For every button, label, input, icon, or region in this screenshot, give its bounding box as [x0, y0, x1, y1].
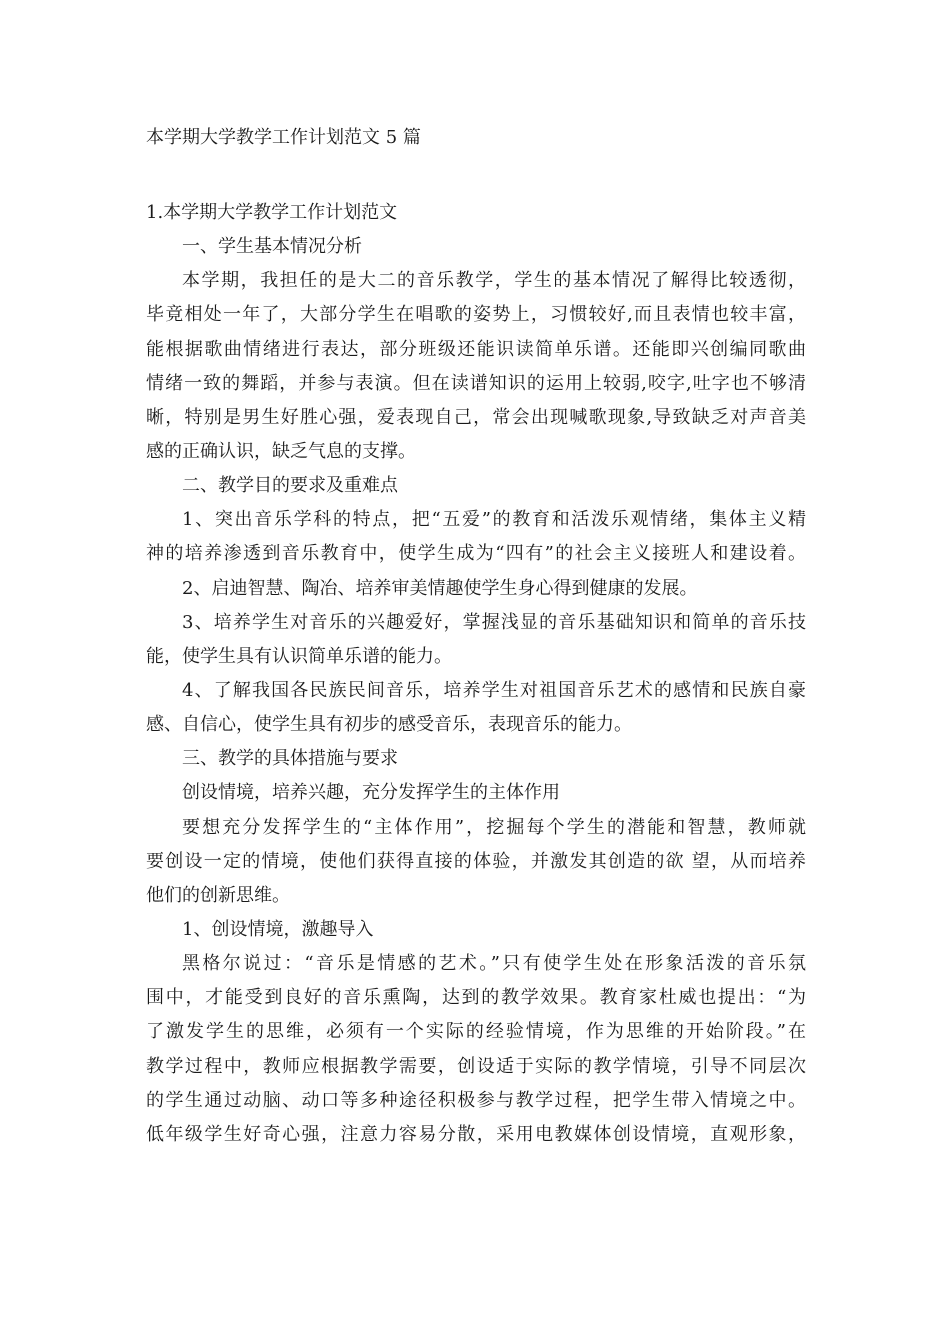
text-line: 黑格尔说过：“音乐是情感的艺术。”只有使学生处在形象活泼的音乐氛: [182, 953, 806, 975]
text-line: 1.本学期大学教学工作计划范文: [146, 202, 398, 223]
text-line: 教学过程中，教师应根据教学需要，创设适于实际的教学情境，引导不同层次: [146, 1055, 806, 1077]
text-line: 情绪一致的舞蹈，并参与表演。但在读谱知识的运用上较弱,咬字,吐字也不够清: [146, 372, 806, 394]
text-line: 要创设一定的情境，使他们获得直接的体验，并激发其创造的欲 望，从而培养: [146, 850, 806, 872]
document-title: 本学期大学教学工作计划范文 5 篇: [146, 127, 421, 148]
text-line: 三、教学的具体措施与要求: [182, 748, 398, 770]
text-line: 创设情境，培养兴趣，充分发挥学生的主体作用: [182, 782, 560, 804]
text-line: 感的正确认识，缺乏气息的支撑。: [146, 440, 416, 462]
text-line: 毕竟相处一年了，大部分学生在唱歌的姿势上，习惯较好,而且表情也较丰富，: [146, 304, 806, 326]
text-line: 他们的创新思维。: [146, 884, 290, 906]
text-line: 二、教学目的要求及重难点: [182, 475, 398, 497]
text-line: 能，使学生具有认识简单乐谱的能力。: [146, 645, 452, 667]
text-line: 围中，才能受到良好的音乐熏陶，达到的教学效果。教育家杜威也提出：“为: [146, 987, 806, 1009]
document-body: [146, 196, 806, 1152]
text-line: 了激发学生的思维，必须有一个实际的经验情境，作为思维的开始阶段。”在: [146, 1021, 806, 1043]
text-line: 1、突出音乐学科的特点，把“五爱”的教育和活泼乐观情绪，集体主义精: [182, 509, 806, 531]
text-line: 一、学生基本情况分析: [182, 236, 362, 258]
text-line: 3、培养学生对音乐的兴趣爱好，掌握浅显的音乐基础知识和简单的音乐技: [182, 611, 806, 633]
text-line: 1、创设情境，激趣导入: [182, 918, 374, 940]
text-line: 感、自信心，使学生具有初步的感受音乐，表现音乐的能力。: [146, 714, 632, 736]
text-line: 神的培养渗透到音乐教育中，使学生成为“四有”的社会主义接班人和建设着。: [146, 543, 806, 565]
text-line: 要想充分发挥学生的“主体作用”，挖掘每个学生的潜能和智慧，教师就: [182, 816, 806, 838]
text-line: 2、启迪智慧、陶冶、培养审美情趣使学生身心得到健康的发展。: [182, 577, 698, 599]
text-line: 晰，特别是男生好胜心强，爱表现自己，常会出现喊歌现象,导致缺乏对声音美: [146, 406, 806, 428]
text-line: 能根据歌曲情绪进行表达，部分班级还能识读简单乐谱。还能即兴创编同歌曲: [146, 338, 806, 360]
text-line: 的学生通过动脑、动口等多种途径积极参与教学过程，把学生带入情境之中。: [146, 1089, 806, 1111]
text-line: 本学期，我担任的是大二的音乐教学，学生的基本情况了解得比较透彻，: [182, 270, 806, 292]
text-line: 低年级学生好奇心强，注意力容易分散，采用电教媒体创设情境，直观形象，: [146, 1123, 806, 1145]
text-line: 4、了解我国各民族民间音乐，培养学生对祖国音乐艺术的感情和民族自豪: [182, 679, 806, 701]
